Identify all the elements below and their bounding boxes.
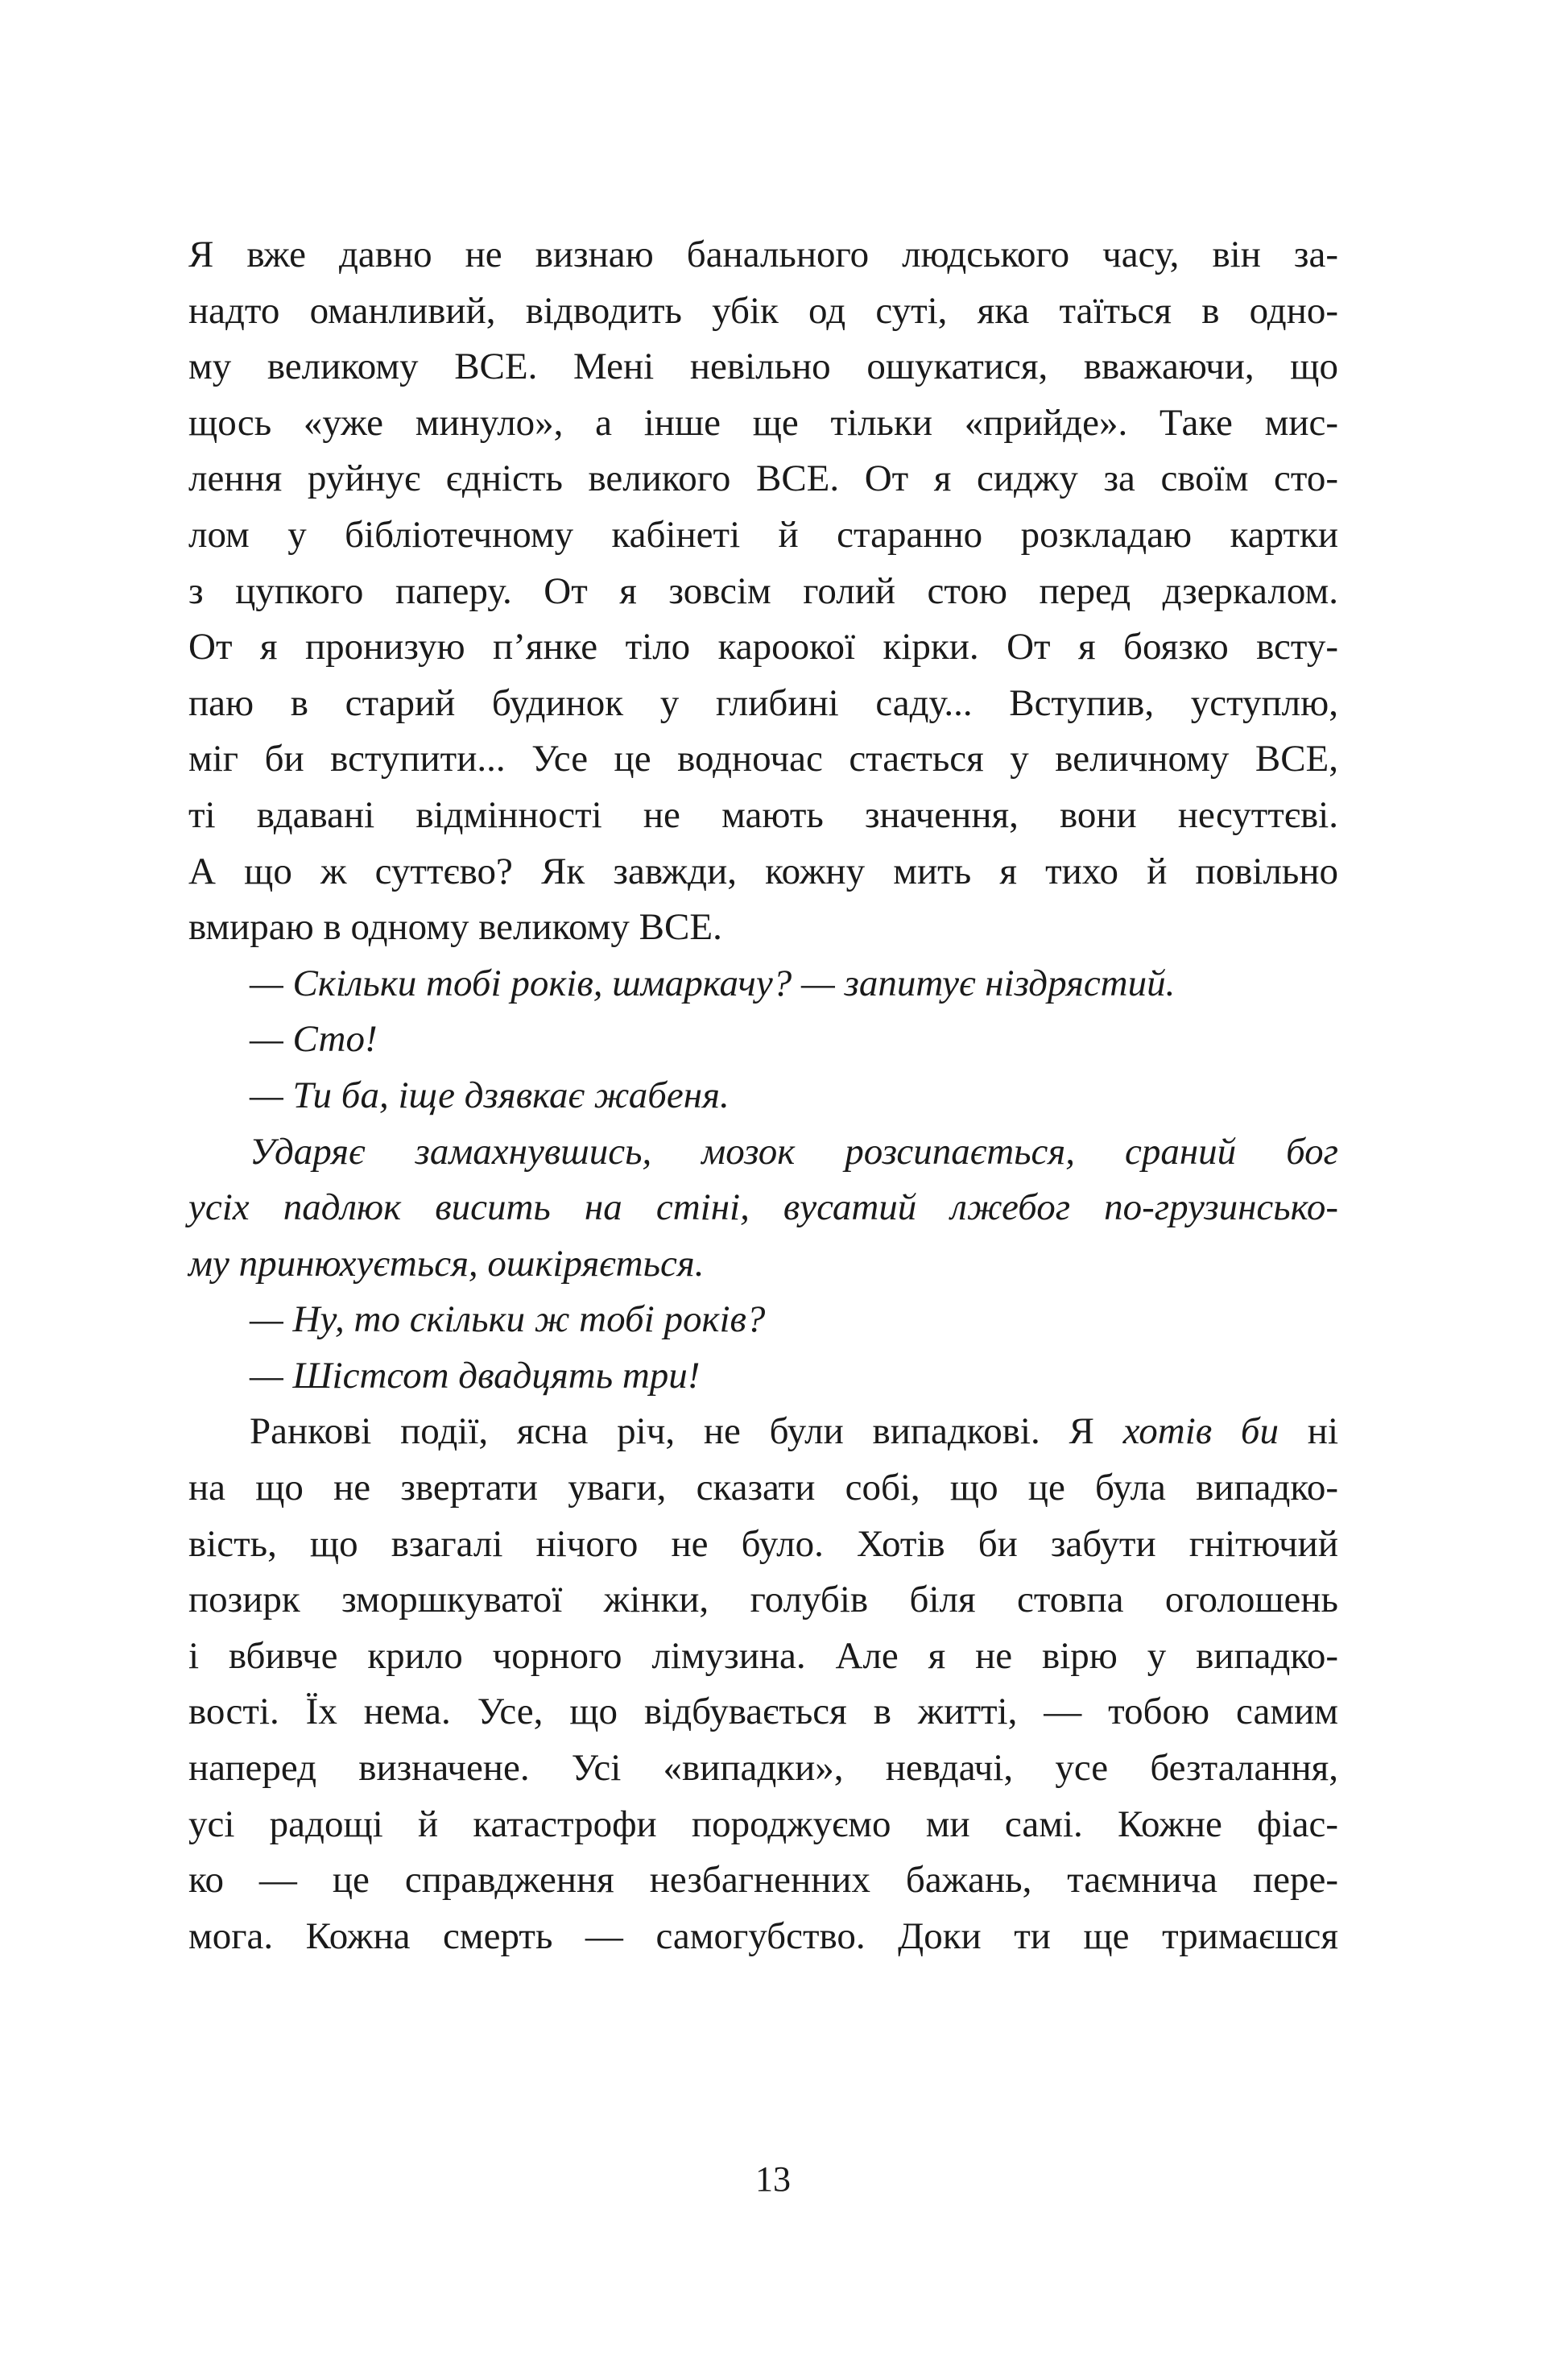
italic-line: му принюхується, ошкіряється.	[188, 1242, 705, 1285]
text-line: лення руйнує єдність великого ВСЕ. От я сиджу за своїм сто-	[188, 457, 1338, 500]
text-segment: Ранкові події, ясна річ, не були випадкові. Я	[250, 1410, 1123, 1453]
text-line: наперед визначене. Усі «випадки», невдачі, усе безталання,	[188, 1747, 1338, 1790]
italic-line: усіх падлюк висить на стіні, вусатий лжебог по-грузинсько-	[188, 1186, 1338, 1229]
text-line: і вбивче крило чорного лімузина. Але я не вірю у випадко-	[188, 1634, 1338, 1677]
text-line: мога. Кожна смерть — самогубство. Доки ти ще тримаєшся	[188, 1914, 1338, 1957]
text-line: ко — це справдження незбагненних бажань, таємнича пере-	[188, 1859, 1338, 1902]
text-line: на що не звертати уваги, сказати собі, що це була випадко-	[188, 1467, 1338, 1509]
emphasis-segment: хотів би	[1122, 1410, 1279, 1453]
text-line: ті вдавані відмінності не мають значення, вони несуттєві.	[188, 793, 1338, 836]
text-line: Я вже давно не визнаю банального людського часу, він за-	[188, 234, 1338, 275]
page-number: 13	[755, 2159, 791, 2199]
italic-line: Ударяє замахнувшись, мозок розсипається, сраний бог	[250, 1130, 1338, 1173]
dialogue-line: — Ти ба, іще дзявкає жабеня.	[250, 1074, 730, 1116]
text-line: А що ж суттєво? Як завжди, кожну мить я тихо й повільно	[188, 850, 1338, 892]
text-segment: ні	[1279, 1410, 1338, 1453]
text-line: усі радощі й катастрофи породжуємо ми самі. Кожне фіас-	[188, 1803, 1338, 1845]
text-line: міг би вступити... Усе це водночас стається у величному ВСЕ,	[188, 738, 1338, 780]
text-line: лом у бібліотечному кабінеті й старанно розкладаю картки	[188, 513, 1338, 556]
dialogue-line: — Сто!	[250, 1018, 378, 1061]
text-line: з цупкого паперу. От я зовсім голий стою перед дзеркалом.	[188, 569, 1338, 612]
dialogue-line: — Ну, то скільки ж тобі років?	[250, 1298, 766, 1341]
text-line: вості. Їх нема. Усе, що відбувається в житті, — тобою самим	[188, 1691, 1338, 1733]
text-line: щось «уже минуло», а інше ще тільки «прийде». Таке мис-	[188, 401, 1338, 444]
text-line: надто оманливий, відводить убік од суті, яка таїться в одно-	[188, 289, 1338, 332]
dialogue-line: — Скільки тобі років, шмаркачу? — запитує ніздрястий.	[250, 962, 1176, 1004]
page-body-text	[188, 227, 1338, 1964]
dialogue-line: — Шістсот двадцять три!	[250, 1354, 701, 1397]
text-line: паю в старий будинок у глибині саду... Вступив, уступлю,	[188, 681, 1338, 724]
text-line: вість, що взагалі нічого не було. Хотів би забути гнітючий	[188, 1522, 1338, 1565]
text-line: вмираю в одному великому ВСЕ.	[188, 906, 722, 949]
text-line: позирк зморшкуватої жінки, голубів біля стовпа оголошень	[188, 1579, 1338, 1621]
text-line: му великому ВСЕ. Мені невільно ошукатися, вважаючи, що	[188, 346, 1338, 388]
text-line: От я пронизую п’янке тіло кароокої кірки. От я боязко всту-	[188, 626, 1338, 668]
text-line	[188, 1404, 1338, 1460]
